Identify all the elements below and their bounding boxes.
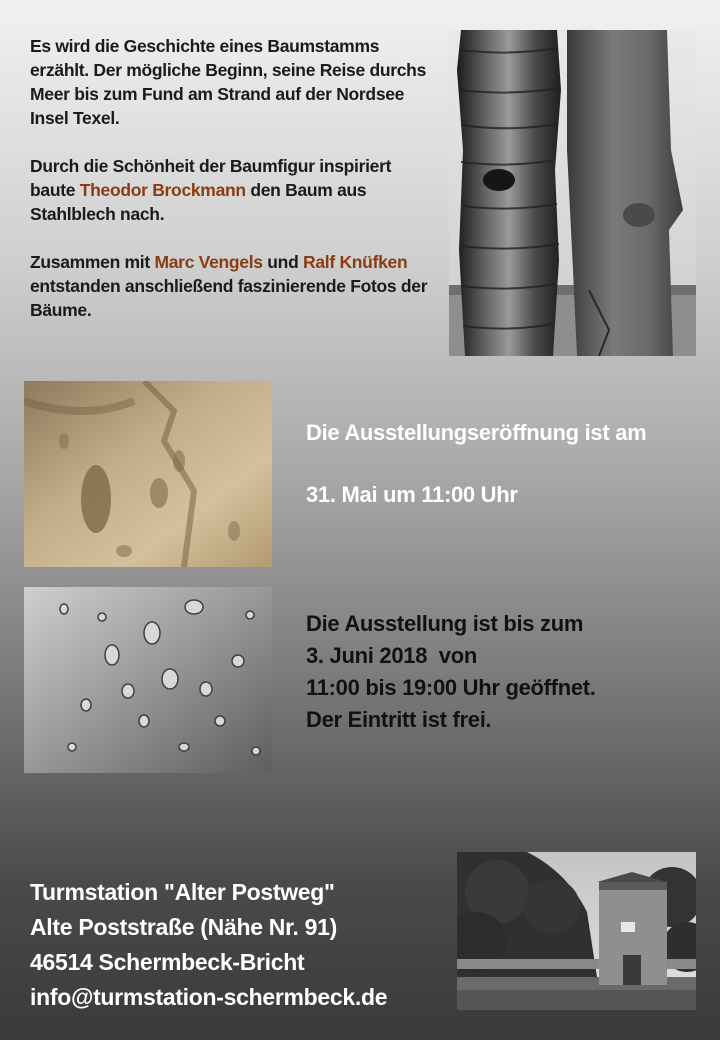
email-link[interactable]: info@turmstation-schermbeck.de [30, 984, 388, 1010]
intro-paragraph-brockmann [30, 154, 440, 226]
duration-info [306, 608, 596, 736]
street-address: Alte Poststraße (Nähe Nr. 91) [30, 914, 338, 940]
duration-line: 3. Juni 2018 von [306, 643, 477, 668]
water-drops-photo [24, 587, 272, 773]
tower-station-photo [457, 852, 696, 1010]
intro-text-part: Zusammen mit [30, 252, 155, 272]
intro-text-part: den Baum aus Stahlblech nach. [30, 180, 367, 224]
intro-text-part: und [262, 252, 304, 272]
opening-date: 31. Mai um 11:00 Uhr [306, 482, 518, 507]
artist-name-brockmann: Theodor Brockmann [79, 180, 246, 200]
opening-heading: Die Ausstellungseröffnung ist am [306, 420, 647, 445]
intro-paragraph-photographers [30, 250, 440, 322]
duration-line: Die Ausstellung ist bis zum [306, 611, 584, 636]
wood-texture-photo [24, 381, 272, 567]
photographer-name-vengels: Marc Vengels [154, 252, 263, 272]
intro-paragraph-story: Es wird die Geschichte eines Baumstamms erzählt. Der mögliche Beginn, seine Reise durchs Meer bis zum Fund am Strand auf der Nordsee Insel Texel. [30, 36, 426, 128]
opening-info [306, 418, 646, 542]
photographer-name-knuefken: Ralf Knüfken [303, 252, 408, 272]
duration-line: 11:00 bis 19:00 Uhr geöffnet. [306, 675, 596, 700]
tree-trunks-photo [449, 30, 696, 356]
address-block [30, 875, 387, 1015]
postal-city: 46514 Schermbeck-Bricht [30, 949, 305, 975]
intro-text [30, 34, 440, 346]
venue-name: Turmstation "Alter Postweg" [30, 879, 335, 905]
intro-text-part: Durch die Schönheit der Baumfigur inspiriert baute [30, 156, 392, 200]
duration-line: Der Eintritt ist frei. [306, 707, 492, 732]
intro-text-part: entstanden anschließend faszinierende Fotos der Bäume. [30, 276, 428, 320]
